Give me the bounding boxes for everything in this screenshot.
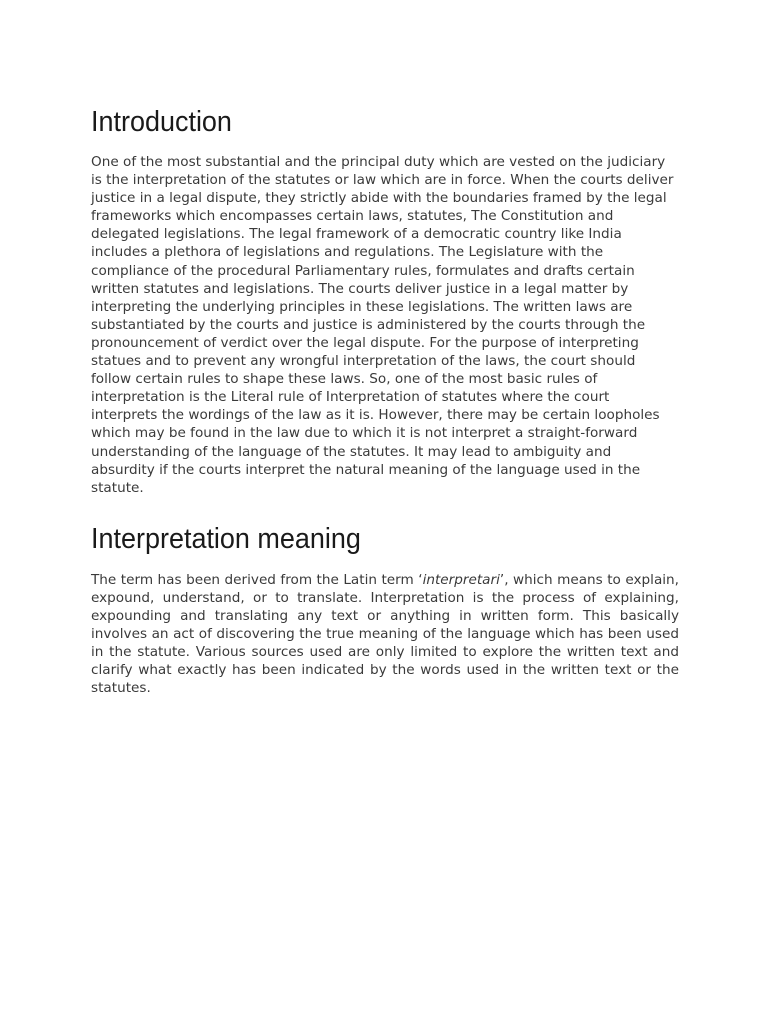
interpretation-meaning-paragraph	[91, 571, 679, 698]
interpretation-meaning-heading: Interpretation meaning	[91, 522, 361, 555]
introduction-heading: Introduction	[91, 106, 232, 138]
meaning-text-before: The term has been derived from the Latin term ‘	[91, 571, 423, 588]
meaning-text-after: ’, which means to explain, expound, understand, or to translate. Interpretation is the process of explaining, expounding and translating any text or anything in written form. This basically involves an act of discovering the true meaning of the language which has been used in the statute. Various sources used are only limited to explore the written text and clarify what exactly has been indicated by the words used in the written text or the statutes.	[91, 571, 679, 697]
document-content	[91, 102, 679, 697]
introduction-paragraph: One of the most substantial and the principal duty which are vested on the judiciary is the interpretation of the statutes or law which are in force. When the courts deliver justice in a legal dispute, they strictly abide with the boundaries framed by the legal frameworks which encompasses certain laws, statutes, The Constitution and delegated legislations. The legal framework of a democratic country like India includes a plethora of legislations and regulations. The Legislature with the compliance of the procedural Parliamentary rules, formulates and drafts certain written statutes and legislations. The courts deliver justice in a legal matter by interpreting the underlying principles in these legislations. The written laws are substantiated by the courts and justice is administered by the courts through the pronouncement of verdict over the legal dispute. For the purpose of interpreting statues and to prevent any wrongful interpretation of the laws, the court should follow certain rules to shape these laws. So, one of the most basic rules of interpretation is the Literal rule of Interpretation of statutes where the court interprets the wordings of the law as it is. However, there may be certain loopholes which may be found in the law due to which it is not interpret a straight-forward understanding of the language of the statutes. It may lead to ambiguity and absurdity if the courts interpret the natural meaning of the language used in the statute.	[91, 154, 674, 496]
latin-term: interpretari	[422, 571, 500, 588]
